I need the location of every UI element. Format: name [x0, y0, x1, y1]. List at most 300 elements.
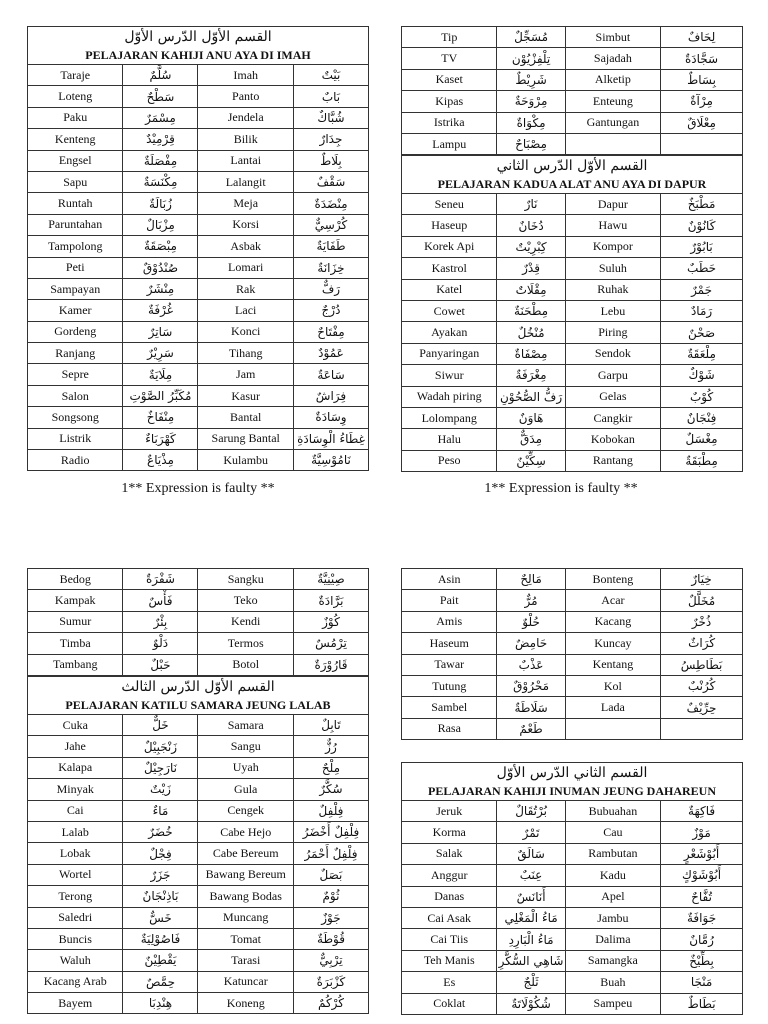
arabic-word-cell: فِلْفِلٌ — [293, 800, 368, 821]
table-row — [402, 300, 743, 321]
table-row — [402, 279, 743, 300]
table-row — [28, 633, 369, 654]
arabic-word-cell: رَمَادٌ — [661, 300, 743, 321]
arabic-word-cell: حَامِضٌ — [497, 633, 565, 654]
sundanese-word-cell: Wadah piring — [402, 386, 497, 407]
arabic-word-cell: مُخَلَّلٌ — [661, 590, 743, 611]
table-row — [402, 590, 743, 611]
arabic-word-cell: بَابُوْرٌ — [661, 236, 743, 257]
arabic-word-cell: فَاصُوْلِيَةٌ — [123, 928, 198, 949]
sundanese-word-cell: Jambu — [565, 907, 660, 928]
sundanese-word-cell: Lalangit — [198, 171, 293, 192]
arabic-word-cell: زَنْجَبِيْلٌ — [123, 736, 198, 757]
table-row — [28, 300, 369, 321]
arabic-word-cell: سُكَّرٌ — [293, 779, 368, 800]
arabic-word-cell: طَعْمٌ — [497, 718, 565, 739]
arabic-word-cell: نَامُوْسِيَّةٌ — [293, 450, 368, 471]
arabic-word-cell: حَبْلٌ — [123, 654, 198, 675]
arabic-word-cell: مِصْفَاةٌ — [497, 343, 565, 364]
arabic-word-cell: مِذْيَاعٌ — [123, 450, 198, 471]
arabic-word-cell: مِصْبَاحٌ — [497, 133, 565, 154]
arabic-word-cell: جَمْرٌ — [661, 279, 743, 300]
sundanese-word-cell: Korsi — [198, 214, 293, 235]
sundanese-word-cell: Samangka — [565, 950, 660, 971]
sundanese-word-cell: Jendela — [198, 107, 293, 128]
sundanese-word-cell: Lantai — [198, 150, 293, 171]
table-row — [402, 133, 743, 154]
table-row — [28, 779, 369, 800]
table-row — [402, 675, 743, 696]
arabic-word-cell: مَالِحٌ — [497, 569, 565, 590]
sundanese-word-cell: Tambang — [28, 654, 123, 675]
arabic-word-cell: بَرَّادَةٌ — [293, 590, 368, 611]
arabic-word-cell: سَاعَةٌ — [293, 364, 368, 385]
sundanese-word-cell: Gelas — [565, 386, 660, 407]
arabic-word-cell: وِسَادَةٌ — [293, 407, 368, 428]
table-row — [28, 907, 369, 928]
sundanese-word-cell: Bantal — [198, 407, 293, 428]
arabic-word-cell: زُبَالَةٌ — [123, 193, 198, 214]
vocab-table — [27, 64, 369, 471]
table-row — [28, 971, 369, 992]
sundanese-word-cell: Katuncar — [198, 971, 293, 992]
sundanese-word-cell: Cau — [565, 822, 660, 843]
lesson-block-home-items — [27, 26, 369, 471]
vocab-table — [27, 568, 369, 676]
sundanese-word-cell: Lampu — [402, 133, 497, 154]
sundanese-word-cell: Kacang — [565, 611, 660, 632]
arabic-word-cell: مِلْعَقَةٌ — [661, 343, 743, 364]
arabic-word-cell: كُرُنْبٌ — [661, 675, 743, 696]
sundanese-word-cell: Katel — [402, 279, 497, 300]
arabic-word-cell: تِرْمُسٌ — [293, 633, 368, 654]
sundanese-word-cell: Kacang Arab — [28, 971, 123, 992]
sundanese-word-cell: Bubuahan — [565, 801, 660, 822]
sundanese-word-cell: Tawar — [402, 654, 497, 675]
lesson-arabic-title: القسم الأوّل الدّرس الثالث — [121, 679, 275, 695]
arabic-word-cell: مَنْجَا — [661, 972, 743, 993]
arabic-word-cell: كُرْكُمٌ — [293, 993, 368, 1014]
sundanese-word-cell: Sangku — [198, 569, 293, 590]
table-row — [28, 321, 369, 342]
lesson-block-drinks-food — [401, 762, 743, 1015]
sundanese-word-cell: Hawu — [565, 215, 660, 236]
lesson-header — [401, 762, 743, 800]
sundanese-word-cell: Cai — [28, 800, 123, 821]
sundanese-word-cell: Gordeng — [28, 321, 123, 342]
arabic-word-cell — [661, 718, 743, 739]
sundanese-word-cell: Sambel — [402, 697, 497, 718]
arabic-word-cell: بَصَلٌ — [293, 864, 368, 885]
table-row — [28, 193, 369, 214]
table-row — [28, 886, 369, 907]
sundanese-word-cell: Muncang — [198, 907, 293, 928]
sundanese-word-cell: Taraje — [28, 65, 123, 86]
table-row — [28, 736, 369, 757]
arabic-word-cell: تِرْبِيٌّ — [293, 950, 368, 971]
table-row — [402, 929, 743, 950]
table-row — [28, 257, 369, 278]
table-caption: 1** Expression is faulty ** — [121, 481, 275, 496]
arabic-word-cell: أَنَانَسٌ — [497, 886, 565, 907]
table-row — [402, 843, 743, 864]
arabic-word-cell: عَمُوْدٌ — [293, 343, 368, 364]
arabic-word-cell: مَطْبَخٌ — [661, 194, 743, 215]
arabic-word-cell: شَاهِي السُّكَّرِ — [497, 950, 565, 971]
arabic-word-cell: مِكْنَسَةٌ — [123, 171, 198, 192]
arabic-word-cell: فَاكِهَةٌ — [661, 801, 743, 822]
lesson-arabic-title: القسم الثاني الدّرس الأوّل — [496, 765, 648, 781]
sundanese-word-cell: Cabe Hejo — [198, 821, 293, 842]
arabic-word-cell: مِطْحَنَةٌ — [497, 300, 565, 321]
sundanese-word-cell: Simbut — [565, 27, 660, 48]
sundanese-word-cell: Kentang — [565, 654, 660, 675]
sundanese-word-cell: Istrika — [402, 112, 497, 133]
sundanese-word-cell: Timba — [28, 633, 123, 654]
table-row — [28, 821, 369, 842]
arabic-word-cell: مِلَايَةٌ — [123, 364, 198, 385]
arabic-word-cell: مِفْصَلَةٌ — [123, 150, 198, 171]
table-row — [28, 843, 369, 864]
table-row — [28, 428, 369, 449]
sundanese-word-cell: Kaset — [402, 69, 497, 90]
sundanese-word-cell: Panto — [198, 86, 293, 107]
sundanese-word-cell: Anggur — [402, 865, 497, 886]
table-row — [28, 715, 369, 736]
arabic-word-cell: خَسٌّ — [123, 907, 198, 928]
vocab-table — [401, 193, 743, 472]
arabic-word-cell: كُوْزٌ — [293, 611, 368, 632]
sundanese-word-cell: Engsel — [28, 150, 123, 171]
arabic-word-cell: سَاتِرٌ — [123, 321, 198, 342]
sundanese-word-cell: Cai Tiis — [402, 929, 497, 950]
arabic-word-cell: مِبْصَقَةٌ — [123, 236, 198, 257]
arabic-word-cell: رَفُّ الصُّحُوْنِ — [497, 386, 565, 407]
table-row — [28, 214, 369, 235]
table-row — [28, 278, 369, 299]
sundanese-word-cell: Sepre — [28, 364, 123, 385]
table-row — [28, 654, 369, 675]
table-row — [28, 611, 369, 632]
sundanese-word-cell — [565, 718, 660, 739]
arabic-word-cell: مِنْفَاخٌ — [123, 407, 198, 428]
arabic-word-cell: دُرْجٌ — [293, 300, 368, 321]
arabic-word-cell: صُنْدُوْقٌ — [123, 257, 198, 278]
arabic-word-cell: نَارٌ — [497, 194, 565, 215]
table-row — [28, 150, 369, 171]
table-row — [28, 343, 369, 364]
sundanese-word-cell: Lebu — [565, 300, 660, 321]
arabic-word-cell: خَلٌّ — [123, 715, 198, 736]
lesson-latin-title: PELAJARAN KADUA ALAT ANU AYA DI DAPUR — [437, 177, 707, 191]
arabic-word-cell: بُرْتُقَالٌ — [497, 801, 565, 822]
arabic-word-cell: مِرْآةٌ — [661, 91, 743, 112]
arabic-word-cell: مِطْبَقَةٌ — [661, 450, 743, 471]
sundanese-word-cell: Ayakan — [402, 322, 497, 343]
arabic-word-cell: غُرْفَةٌ — [123, 300, 198, 321]
sundanese-word-cell: Piring — [565, 322, 660, 343]
arabic-word-cell: بَيْتٌ — [293, 65, 368, 86]
arabic-word-cell: تَابِلٌ — [293, 715, 368, 736]
arabic-word-cell: أَبُوْشَعْرٍ — [661, 843, 743, 864]
table-row — [402, 48, 743, 69]
arabic-word-cell: مُسَجِّلٌ — [497, 27, 565, 48]
sundanese-word-cell: Danas — [402, 886, 497, 907]
sundanese-word-cell: Amis — [402, 611, 497, 632]
table-row — [402, 450, 743, 471]
table-row — [402, 611, 743, 632]
table-row — [28, 569, 369, 590]
sundanese-word-cell: Koneng — [198, 993, 293, 1014]
lesson-block-spices-vegetables-continued — [401, 568, 743, 740]
sundanese-word-cell: Cangkir — [565, 407, 660, 428]
sundanese-word-cell: Asin — [402, 569, 497, 590]
arabic-word-cell: قِرْمِيْدٌ — [123, 129, 198, 150]
sundanese-word-cell: Sarung Bantal — [198, 428, 293, 449]
table-row — [28, 864, 369, 885]
sundanese-word-cell: Imah — [198, 65, 293, 86]
sundanese-word-cell: Minyak — [28, 779, 123, 800]
arabic-word-cell: حِرِّيْفٌ — [661, 697, 743, 718]
sundanese-word-cell: Apel — [565, 886, 660, 907]
sundanese-word-cell: Rantang — [565, 450, 660, 471]
sundanese-word-cell: Kuncay — [565, 633, 660, 654]
table-row — [28, 129, 369, 150]
sundanese-word-cell: Suluh — [565, 258, 660, 279]
table-row — [402, 386, 743, 407]
sundanese-word-cell: Buah — [565, 972, 660, 993]
sundanese-word-cell: Teko — [198, 590, 293, 611]
arabic-word-cell: مِنْضَدَةٌ — [293, 193, 368, 214]
sundanese-word-cell: Sampeu — [565, 993, 660, 1014]
lesson-arabic-title: القسم الأوّل الدّرس الثاني — [496, 158, 648, 174]
arabic-word-cell: دَلْوٌ — [123, 633, 198, 654]
sundanese-word-cell: Lada — [565, 697, 660, 718]
sundanese-word-cell: Kulambu — [198, 450, 293, 471]
arabic-word-cell: عَذْبٌ — [497, 654, 565, 675]
arabic-word-cell: كَزْبَرَةٌ — [293, 971, 368, 992]
arabic-word-cell: مَوْزٌ — [661, 822, 743, 843]
arabic-word-cell: مِغْسَلٌ — [661, 429, 743, 450]
arabic-word-cell: خِزَانَةٌ — [293, 257, 368, 278]
sundanese-word-cell: Tihang — [198, 343, 293, 364]
sundanese-word-cell: Kadu — [565, 865, 660, 886]
arabic-word-cell: سِكِّيْنٌ — [497, 450, 565, 471]
table-row — [402, 194, 743, 215]
sundanese-word-cell: Sapu — [28, 171, 123, 192]
arabic-word-cell: سَجَّادَةٌ — [661, 48, 743, 69]
sundanese-word-cell: Kampak — [28, 590, 123, 611]
sundanese-word-cell: Salak — [402, 843, 497, 864]
sundanese-word-cell: Lobak — [28, 843, 123, 864]
arabic-word-cell: كَانُوْنٌ — [661, 215, 743, 236]
table-row — [28, 385, 369, 406]
table-row — [402, 236, 743, 257]
sundanese-word-cell: Ruhak — [565, 279, 660, 300]
sundanese-word-cell: Bedog — [28, 569, 123, 590]
table-row — [402, 91, 743, 112]
sundanese-word-cell: Jahe — [28, 736, 123, 757]
arabic-word-cell: هَاوَنٌ — [497, 407, 565, 428]
sundanese-word-cell: Sajadah — [565, 48, 660, 69]
table-row — [402, 633, 743, 654]
sundanese-word-cell: Kobokan — [565, 429, 660, 450]
sundanese-word-cell: Jeruk — [402, 801, 497, 822]
sundanese-word-cell: Bayem — [28, 993, 123, 1014]
sundanese-word-cell: Songsong — [28, 407, 123, 428]
sundanese-word-cell: Loteng — [28, 86, 123, 107]
arabic-word-cell — [661, 133, 743, 154]
table-caption: 1** Expression is faulty ** — [484, 481, 638, 496]
table-row — [28, 928, 369, 949]
table-row — [28, 757, 369, 778]
arabic-word-cell: سَطْحٌ — [123, 86, 198, 107]
table-row — [28, 950, 369, 971]
sundanese-word-cell — [565, 133, 660, 154]
vocab-table — [401, 26, 743, 155]
lesson-block-kitchen-items — [401, 155, 743, 472]
sundanese-word-cell: Lomari — [198, 257, 293, 278]
table-row — [402, 907, 743, 928]
table-row — [402, 322, 743, 343]
sundanese-word-cell: Cengek — [198, 800, 293, 821]
lesson-latin-title: PELAJARAN KAHIJI ANU AYA DI IMAH — [85, 48, 311, 62]
arabic-word-cell: ثَلْجٌ — [497, 972, 565, 993]
lesson-latin-title: PELAJARAN KAHIJI INUMAN JEUNG DAHAREUN — [427, 784, 716, 798]
vocab-table — [27, 714, 369, 1014]
arabic-word-cell: رُزٌّ — [293, 736, 368, 757]
sundanese-word-cell: Bonteng — [565, 569, 660, 590]
sundanese-word-cell: Dapur — [565, 194, 660, 215]
arabic-word-cell: جَزَرٌ — [123, 864, 198, 885]
table-row — [402, 822, 743, 843]
arabic-word-cell: تَمْرٌ — [497, 822, 565, 843]
arabic-word-cell: مِرْوَحَةٌ — [497, 91, 565, 112]
sundanese-word-cell: Sumur — [28, 611, 123, 632]
arabic-word-cell: سُلَّمٌ — [123, 65, 198, 86]
sundanese-word-cell: Tampolong — [28, 236, 123, 257]
arabic-word-cell: صِيْنِيَّةٌ — [293, 569, 368, 590]
table-row — [402, 718, 743, 739]
arabic-word-cell: خُضَرٌ — [123, 821, 198, 842]
sundanese-word-cell: Halu — [402, 429, 497, 450]
table-row — [402, 343, 743, 364]
sundanese-word-cell: Waluh — [28, 950, 123, 971]
arabic-word-cell: كُوْبٌ — [661, 386, 743, 407]
sundanese-word-cell: Cowet — [402, 300, 497, 321]
arabic-word-cell: فِلْفِلٌ أَحْمَرُ — [293, 843, 368, 864]
table-row — [402, 865, 743, 886]
arabic-word-cell: جَوَافَةٌ — [661, 907, 743, 928]
arabic-word-cell: بِئْرٌ — [123, 611, 198, 632]
table-row — [402, 365, 743, 386]
sundanese-word-cell: Tip — [402, 27, 497, 48]
arabic-word-cell: مِنْشَرٌ — [123, 278, 198, 299]
sundanese-word-cell: Jam — [198, 364, 293, 385]
arabic-word-cell: مَاءٌ — [123, 800, 198, 821]
lesson-latin-title: PELAJARAN KATILU SAMARA JEUNG LALAB — [65, 698, 331, 712]
arabic-word-cell: مُكَبِّرُ الصَّوْتِ — [123, 385, 198, 406]
sundanese-word-cell: Pait — [402, 590, 497, 611]
arabic-word-cell: بِسَاطٌ — [661, 69, 743, 90]
sundanese-word-cell: Alketip — [565, 69, 660, 90]
sundanese-word-cell: Cai Asak — [402, 907, 497, 928]
sundanese-word-cell: Kalapa — [28, 757, 123, 778]
sundanese-word-cell: Asbak — [198, 236, 293, 257]
sundanese-word-cell: Samara — [198, 715, 293, 736]
arabic-word-cell: رُمَّانٌ — [661, 929, 743, 950]
sundanese-word-cell: Kendi — [198, 611, 293, 632]
table-row — [402, 69, 743, 90]
sundanese-word-cell: Listrik — [28, 428, 123, 449]
arabic-word-cell: سَرِيْرٌ — [123, 343, 198, 364]
sundanese-word-cell: Paku — [28, 107, 123, 128]
sundanese-word-cell: Meja — [198, 193, 293, 214]
arabic-word-cell: سَلَاطَةٌ — [497, 697, 565, 718]
arabic-word-cell: كَهْرَبَاءٌ — [123, 428, 198, 449]
table-row — [28, 993, 369, 1014]
table-row — [28, 107, 369, 128]
sundanese-word-cell: Radio — [28, 450, 123, 471]
sundanese-word-cell: Kamer — [28, 300, 123, 321]
sundanese-word-cell: Tomat — [198, 928, 293, 949]
arabic-word-cell: هِنْدِبَا — [123, 993, 198, 1014]
arabic-word-cell: تِلْفِزْيُوْن — [497, 48, 565, 69]
table-row — [402, 993, 743, 1014]
sundanese-word-cell: Saledri — [28, 907, 123, 928]
arabic-word-cell: مِسْمَرٌ — [123, 107, 198, 128]
arabic-word-cell: مِدَقٌّ — [497, 429, 565, 450]
sundanese-word-cell: Kenteng — [28, 129, 123, 150]
sundanese-word-cell: Konci — [198, 321, 293, 342]
sundanese-word-cell: Peti — [28, 257, 123, 278]
arabic-word-cell: ذُخْرٌ — [661, 611, 743, 632]
lesson-block-home-items-continued — [401, 26, 743, 155]
arabic-word-cell: كِبْرِيْتٌ — [497, 236, 565, 257]
sundanese-word-cell: Teh Manis — [402, 950, 497, 971]
arabic-word-cell: نَارَجِيْلٌ — [123, 757, 198, 778]
arabic-word-cell: قُوْطَةٌ — [293, 928, 368, 949]
table-row — [402, 27, 743, 48]
sundanese-word-cell: Tarasi — [198, 950, 293, 971]
sundanese-word-cell: Haseup — [402, 215, 497, 236]
sundanese-word-cell: Salon — [28, 385, 123, 406]
arabic-word-cell: شَوْكٌ — [661, 365, 743, 386]
arabic-word-cell: بَابٌ — [293, 86, 368, 107]
table-row — [28, 407, 369, 428]
sundanese-word-cell: Sangu — [198, 736, 293, 757]
arabic-word-cell: بِطِّيْخٌ — [661, 950, 743, 971]
arabic-word-cell: طَفَايَةٌ — [293, 236, 368, 257]
lesson-header — [27, 26, 369, 64]
sundanese-word-cell: Korek Api — [402, 236, 497, 257]
arabic-word-cell: مِفْتَاحٌ — [293, 321, 368, 342]
sundanese-word-cell: Termos — [198, 633, 293, 654]
lesson-arabic-title: القسم الأوّل الدّرس الأوّل — [124, 29, 272, 45]
arabic-word-cell: دُخَانٌ — [497, 215, 565, 236]
arabic-word-cell: جَوْزٌ — [293, 907, 368, 928]
arabic-word-cell: سَقْفٌ — [293, 171, 368, 192]
arabic-word-cell: فِلْفِلٌ أَخْضَرُ — [293, 821, 368, 842]
sundanese-word-cell: Lolompang — [402, 407, 497, 428]
sundanese-word-cell: Kastrol — [402, 258, 497, 279]
arabic-word-cell: يَقْطِيْنٌ — [123, 950, 198, 971]
arabic-word-cell: عِنَبٌ — [497, 865, 565, 886]
sundanese-word-cell: Korma — [402, 822, 497, 843]
arabic-word-cell: فِرَاشٌ — [293, 385, 368, 406]
sundanese-word-cell: Sendok — [565, 343, 660, 364]
arabic-word-cell: فِنْجَانٌ — [661, 407, 743, 428]
